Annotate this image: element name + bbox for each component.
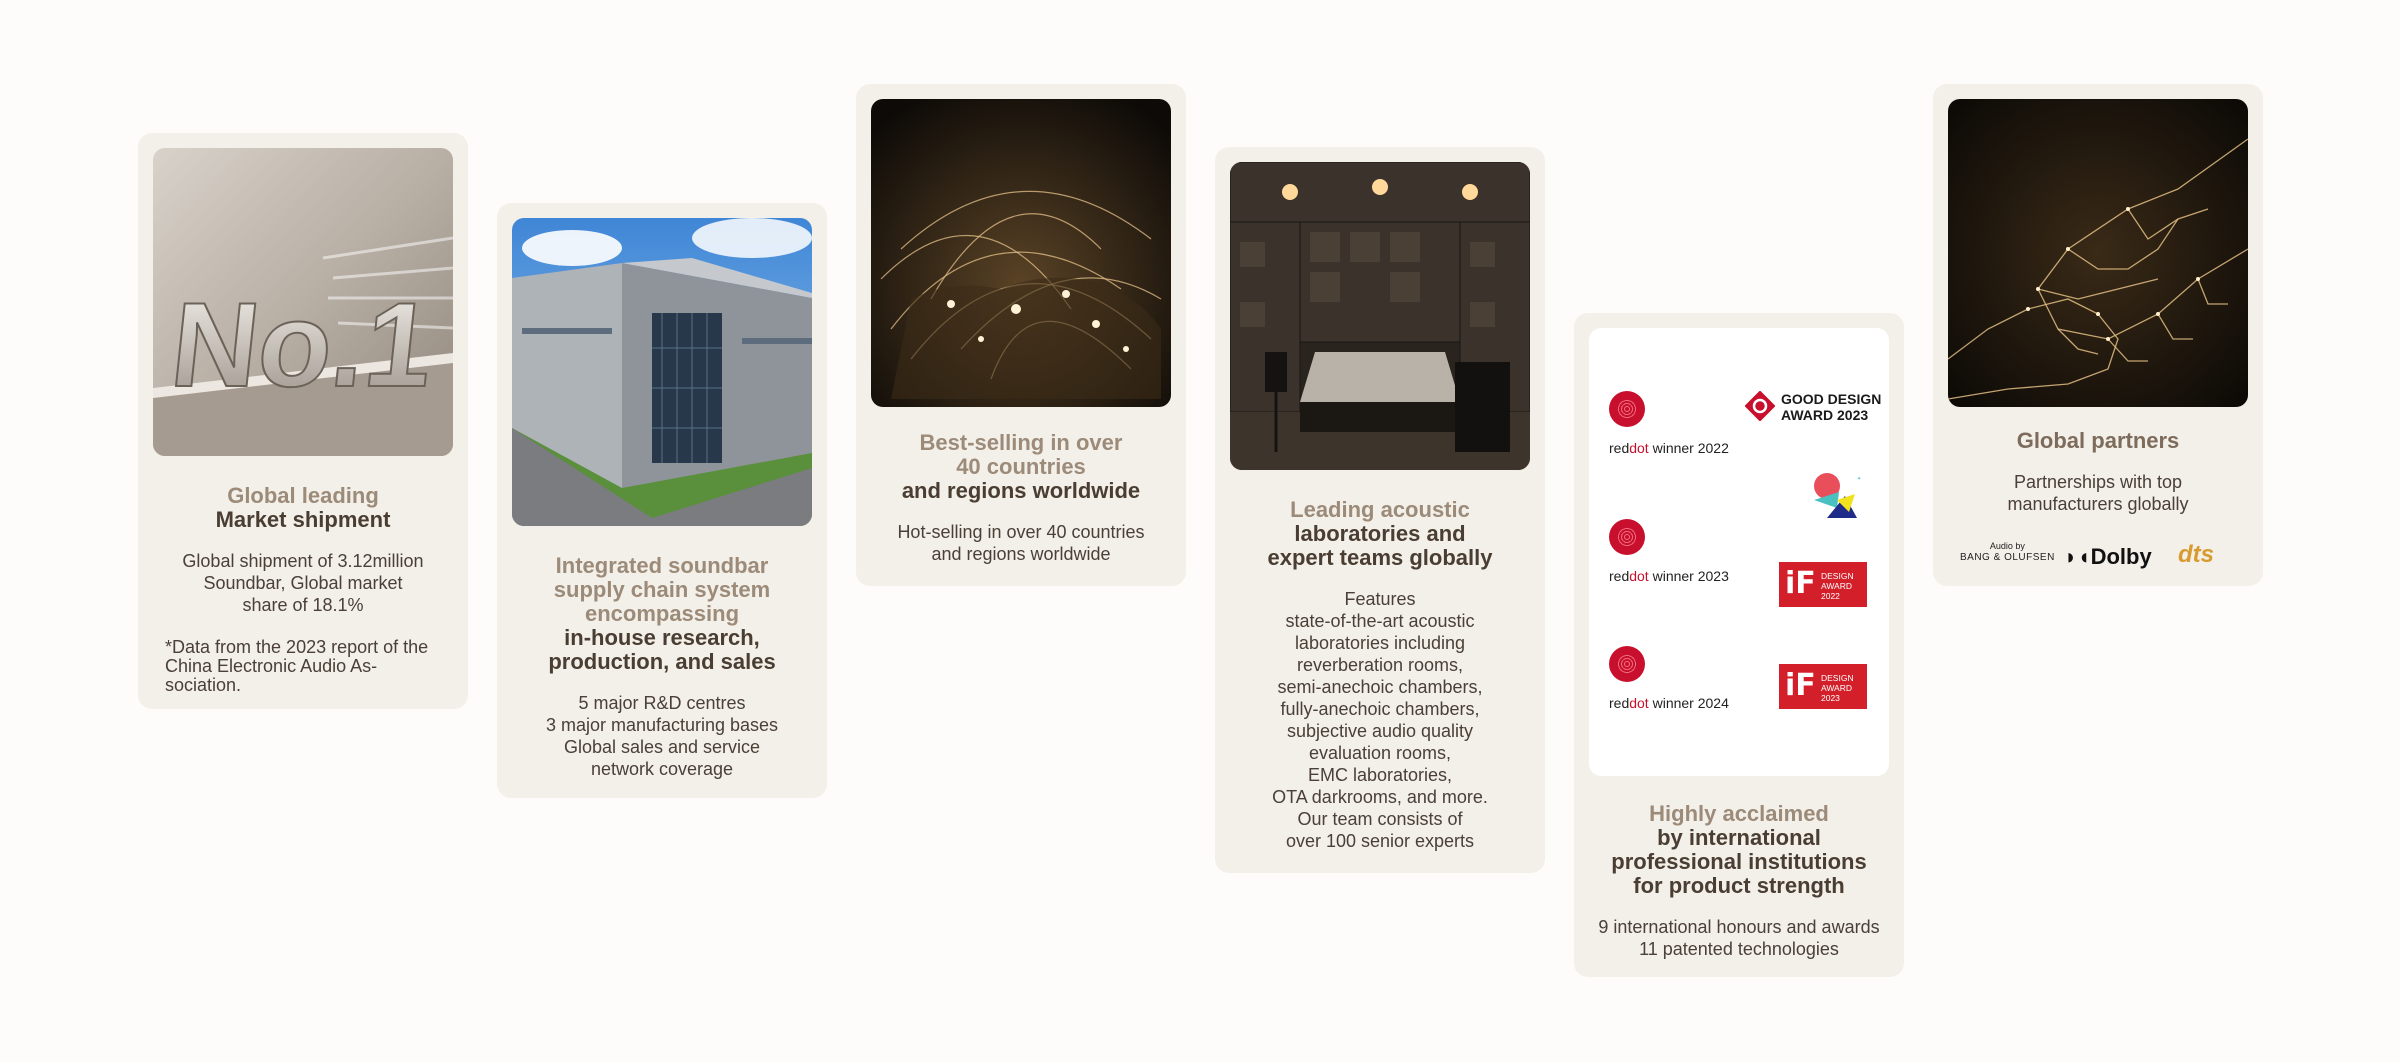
dts-logo: dts (2178, 541, 2214, 568)
dolby-double-d-icon: ◗◖ (2064, 544, 2091, 569)
card-description: Partnerships with top manufacturers globally (2007, 472, 2189, 514)
card-description: Hot-selling in over 40 countries and regions worldwide (897, 522, 1145, 564)
card-global-partners (1933, 84, 2263, 586)
card-description: Global shipment of 3.12million Soundbar, Global market share of 18.1% (182, 551, 424, 615)
awards-panel (1589, 328, 1889, 776)
if-award-2023-badge: iF DESIGN AWARD 2023 (1779, 664, 1867, 709)
card-description: 5 major R&D centres 3 major manufacturing bases Global sales and service network coverage (545, 693, 779, 779)
reddot-logo (1609, 519, 1645, 555)
good-design-label: GOOD DESIGN AWARD 2023 (1781, 391, 1882, 423)
factory-image (512, 218, 812, 526)
no1-illustration (153, 148, 453, 456)
card-awards (1574, 313, 1904, 977)
svg-text:✦: ✦ (1857, 476, 1862, 482)
card-supply-chain (497, 203, 827, 798)
card-title: Global leading Market shipment (215, 483, 391, 532)
handshake-illustration (1948, 99, 2248, 407)
reddot-2022-label: reddot winner 2022 (1609, 440, 1729, 456)
good-design-icon (1745, 391, 1775, 421)
card-market-shipment (138, 133, 468, 709)
card-best-selling (856, 84, 1186, 586)
reddot-2024-label: reddot winner 2024 (1609, 695, 1729, 711)
card-description: 9 international honours and awards 11 patented technologies (1598, 917, 1880, 959)
handshake-image (1948, 99, 2248, 407)
card-description: Features state-of-the-art acoustic laboratories including reverberation rooms, semi-anechoic chambers, fully-anechoic chambers, subjective audio quality evaluation rooms, EMC laboratories, OTA darkrooms, and more. Our team consists of over 100 senior experts (1272, 589, 1488, 851)
reddot-logo (1609, 646, 1645, 682)
data-source-note: *Data from the 2023 report of the China Electronic Audio As-sociation. (165, 637, 429, 695)
card-title: Leading acoustic laboratories and expert teams globally (1267, 497, 1493, 570)
partner-logos (1948, 541, 2248, 571)
if-award-2022-badge: iF DESIGN AWARD 2022 (1779, 562, 1867, 607)
bang-olufsen-logo: Audio by BANG & OLUFSEN (1960, 541, 2055, 563)
card-title: Integrated soundbar supply chain system encompassing in-house research, production, and sales (548, 553, 776, 674)
svg-text:No.1: No.1 (165, 278, 440, 412)
card-title: Global partners (2016, 428, 2180, 453)
design-award-icon (1807, 470, 1871, 520)
studio-image (1230, 162, 1530, 470)
world-network-illustration (871, 99, 1171, 407)
card-title: Highly acclaimed by international professional institutions for product strength (1611, 801, 1867, 898)
dolby-logo: ◗◖Dolby (2064, 544, 2152, 569)
card-acoustic-labs (1215, 147, 1545, 873)
card-title: Best-selling in over 40 countries and regions worldwide (901, 430, 1141, 503)
reddot-2023-label: reddot winner 2023 (1609, 568, 1729, 584)
studio-illustration (1230, 162, 1530, 470)
no1-image (153, 148, 453, 456)
reddot-logo (1609, 391, 1645, 427)
world-network-image (871, 99, 1171, 407)
factory-illustration (512, 218, 812, 526)
